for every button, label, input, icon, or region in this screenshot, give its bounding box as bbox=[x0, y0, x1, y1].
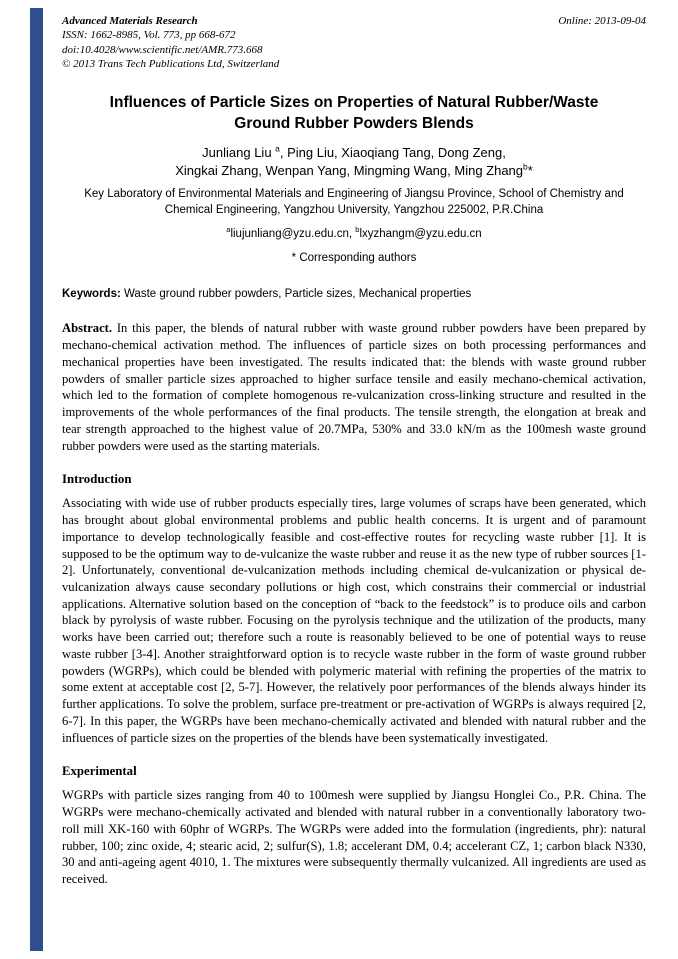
journal-name: Advanced Materials Research bbox=[62, 15, 198, 27]
email-b: lxyzhangm@yzu.edu.cn bbox=[359, 228, 482, 241]
corresponding-note: * Corresponding authors bbox=[291, 252, 417, 265]
section-heading-experimental: Experimental bbox=[62, 764, 137, 779]
copyright-line: © 2013 Trans Tech Publications Ltd, Switzerland bbox=[62, 57, 280, 70]
keywords-text: Waste ground rubber powders, Particle sizes, Mechanical properties bbox=[124, 288, 472, 301]
keywords-label: Keywords: bbox=[62, 288, 121, 301]
authors-line1: Junliang Liu $^a$, Ping Liu, Xiaoqiang Tang, Dong Zeng, bbox=[202, 143, 506, 161]
doi-line: doi:10.4028/www.scientific.net/AMR.773.668 bbox=[62, 43, 263, 56]
author-emails: $^a$liujunliang@yzu.edu.cn, $^b$lxyzhangm@yzu.edu.cn bbox=[226, 225, 482, 241]
author-affil-sup-a: a bbox=[275, 143, 280, 154]
paper-title-line2: Ground Rubber Powders Blends bbox=[234, 115, 474, 133]
section-paragraph-introduction: Associating with wide use of rubber products especially tires, large volumes of scraps have been generated, which has brought about global environmental problems and public health concerns. It is urgent and of paramount importance to develop technologically feasible and cost-effective routes for recycling waste rubber [1]. It is supposed to be the optimum way to de-vulcanize the waste rubber and reuse it as the new type of rubber sources [1-2]. Unfortunately, conventional de-vulcanization methods including chemical de-vulcanization or physical de-vulcanization always cause secondary pollutions or high cost, which constrains their commercial or industrial applications. Alternative solution based on the conception of “back to the feedstock” is to produce oils and carbon black by pyrolysis of waste rubber. Focusing on the pyrolysis technique and the utilization of the products, many works have been carried out; therefore such a route is reasonably believed to be one of potential ways to reuse waste rubber [3-4]. Another straightforward option is to recycle waste rubber in the form of waste ground rubber powders (WGRPs), which could be blended with polymeric material with refining the properties of the matrix to some extent at acceptable cost [2, 5-7]. However, the relatively poor performances of the blends always hinder its further applications. To solve the problem, surface pre-treatment or pre-activation of WGRPs is always required [2, 6-7]. In this paper, the WGRPs have been mechano-chemically activated and blended with natural rubber and the influences of particle sizes on the properties of the blends have been systematically investigated. bbox=[62, 496, 646, 745]
email-sup-a: a bbox=[226, 225, 231, 235]
abstract-label: Abstract. bbox=[62, 321, 113, 336]
authors bbox=[62, 144, 646, 180]
corresponding-mark: * bbox=[527, 163, 533, 179]
author-affil-sup-b: b bbox=[523, 161, 528, 172]
section-heading-introduction: Introduction bbox=[62, 472, 132, 487]
left-accent-bar bbox=[30, 8, 43, 951]
email-sup-b: b bbox=[355, 225, 360, 235]
abstract-text: In this paper, the blends of natural rubber with waste ground rubber powders have been prepared by mechano-chemical activation method. The influences of particle sizes on both processing performances and mechanical properties have been investigated. The results indicated that: the blends with waste ground rubber powders of smaller particle sizes approached to higher surface tensile and easily mechano-chemical activation, which led to the formation of complete homogenous re-vulcanization cross-linking structure and resulted in the improvements of the whole performances of the final products. The tensile strength, the elongation at break and tear strength approached to the highest value of 20.7MPa, 530% and 33.0 kN/m as the 100mesh waste ground rubber powders were used as the starting materials. bbox=[62, 321, 646, 453]
abstract-paragraph bbox=[62, 320, 646, 454]
keywords-line bbox=[62, 288, 646, 300]
journal-header-row bbox=[62, 14, 646, 28]
paper-title-line1: Influences of Particle Sizes on Properties of Natural Rubber/Waste bbox=[109, 94, 599, 112]
affiliation: Key Laboratory of Environmental Materials and Engineering of Jiangsu Province, School of Chemistry and Chemical Engineering, Yangzhou University, Yangzhou 225002, P.R.China bbox=[84, 188, 624, 216]
authors-line2: Xingkai Zhang, Wenpan Yang, Mingming Wang, Ming Zhang$^b$* bbox=[175, 161, 533, 179]
issn-line: ISSN: 1662-8985, Vol. 773, pp 668-672 bbox=[62, 29, 236, 42]
online-date: Online: 2013-09-04 bbox=[558, 15, 646, 27]
section-paragraph-experimental: WGRPs with particle sizes ranging from 40 to 100mesh were supplied by Jiangsu Honglei Co., P.R. China. The WGRPs were mechano-chemically activated and blended with natural rubber in a conventionally laboratory two-roll mill XK-160 with 60phr of WGRPs. The WGRPs were added into the formulation (ingredients, phr): natural rubber, 100; zinc oxide, 4; stearic acid, 2; sulfur(S), 1.8; accelerant DM, 0.4; accelerant CZ, 1; carbon black N330, 30 and anti-ageing agent 4010, 1. The mixtures were subsequently thermally vulcanized. All ingredients are used as received. bbox=[62, 788, 646, 886]
email-a: liujunliang@yzu.edu.cn bbox=[230, 228, 349, 241]
page-content bbox=[62, 14, 646, 888]
paper-title bbox=[62, 93, 646, 135]
journal-header bbox=[62, 14, 646, 71]
